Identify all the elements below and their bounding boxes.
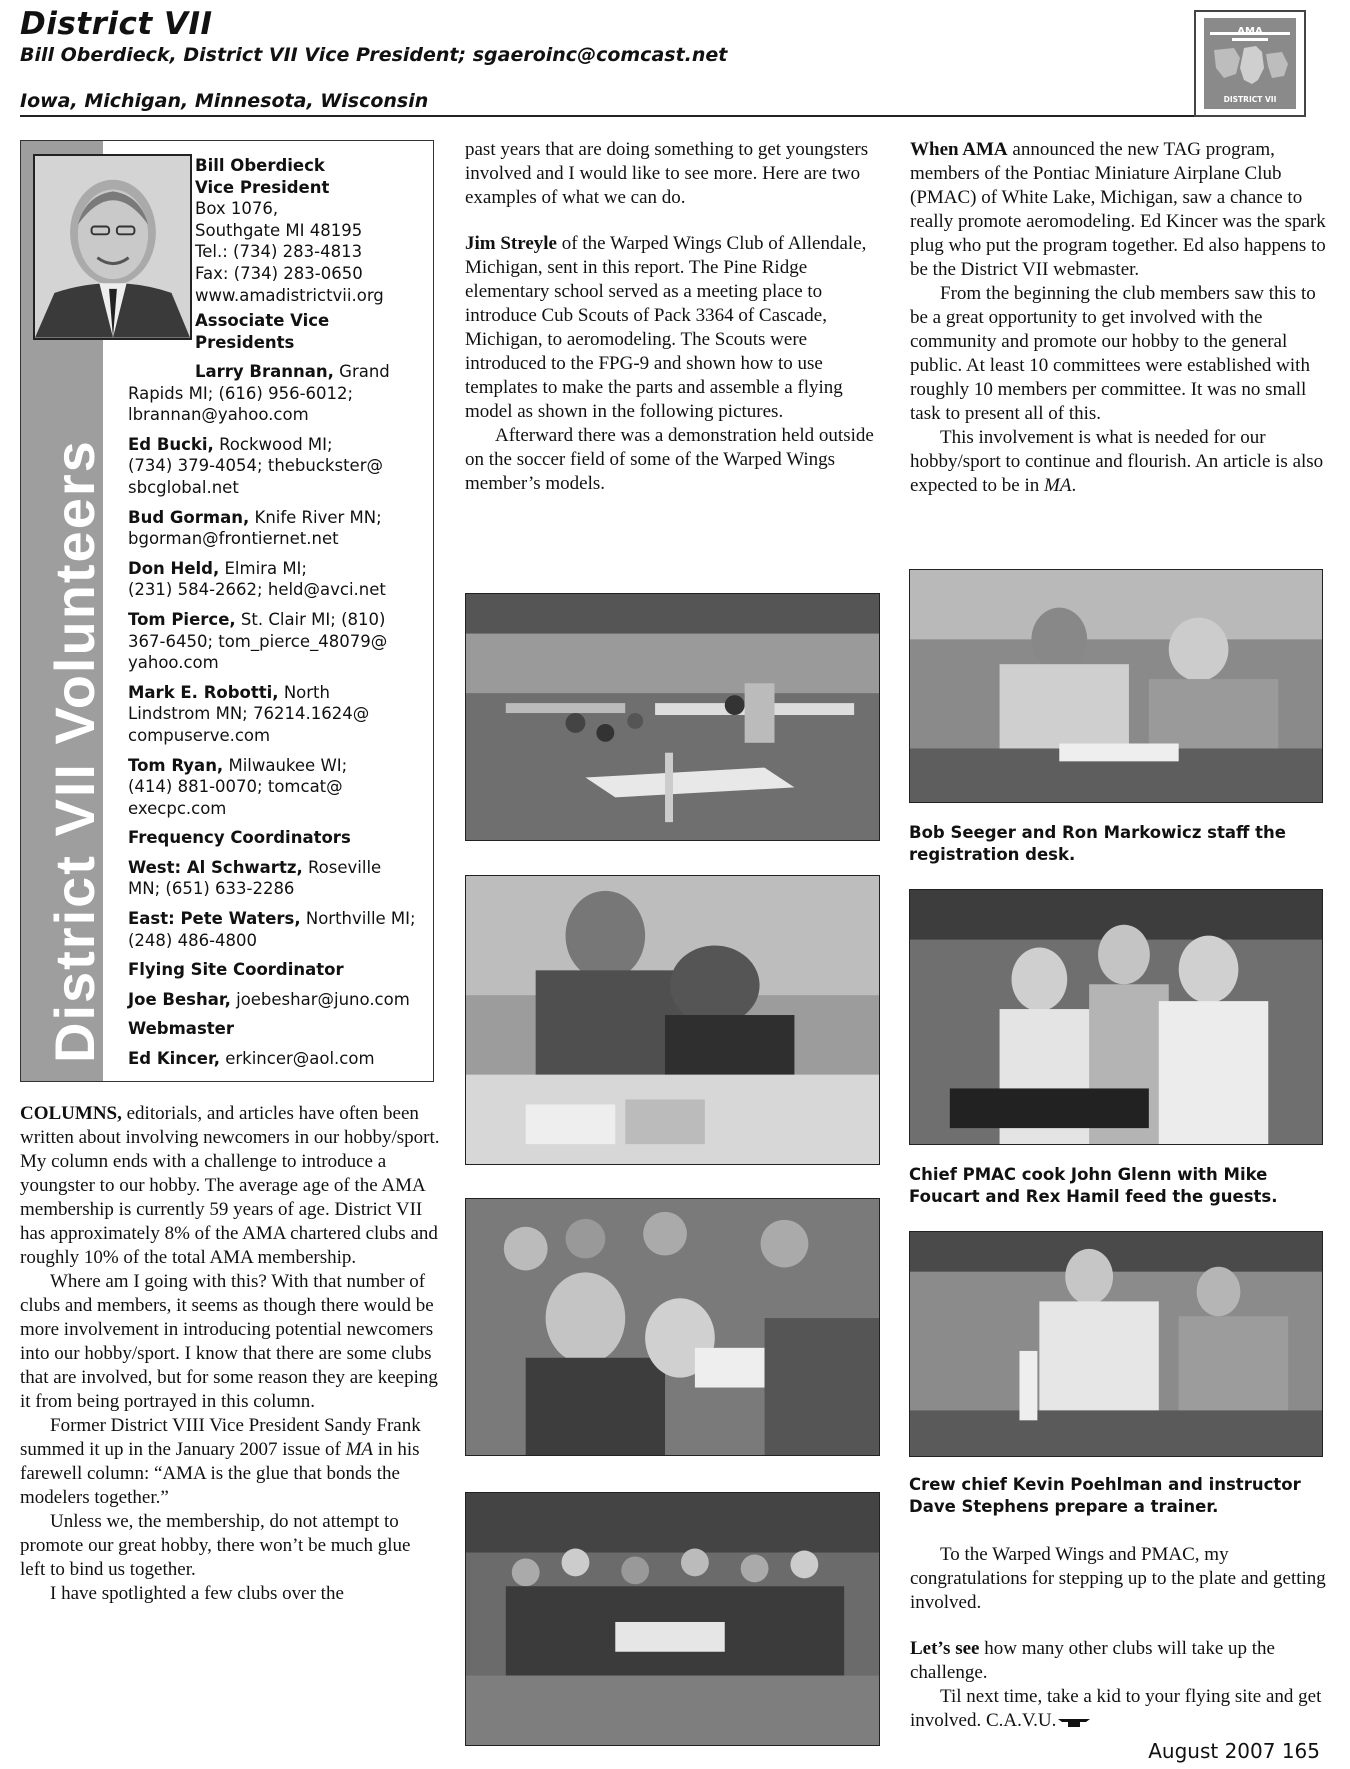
avp-email[interactable]: sbcglobal.net xyxy=(128,477,239,497)
header-rule xyxy=(20,115,1210,117)
avp-line: (414) 881-0070; tomcat@ xyxy=(128,777,343,797)
vp-address-1: Box 1076, xyxy=(195,199,279,219)
volunteer-list xyxy=(128,361,428,1070)
photo-scouts-group xyxy=(465,1198,880,1456)
site-name: Joe Beshar, xyxy=(128,989,231,1009)
col1-paragraph: Unless we, the membership, do not attempt to promote our great hobby, there won’t be much glue left to bind us together. xyxy=(20,1511,411,1580)
col2-lead: Jim Streyle xyxy=(465,233,557,254)
district-logo xyxy=(1194,10,1306,117)
avp-line: (734) 379-4054; thebuckster@ xyxy=(128,456,383,476)
col3-paragraph: announced the new TAG program, members of the Pontiac Miniature Airplane Club (PMAC) of White Lake, Michigan, saw a chance to really promote aeromodeling. Ed Kincer was the spark plug who put the program together. Ed also happens to be the District VII webmaster. xyxy=(910,139,1326,280)
avp-line: Knife River MN; xyxy=(249,507,382,527)
avp-entry xyxy=(128,434,428,499)
avp-name: Tom Pierce, xyxy=(128,609,236,629)
avp-line: Milwaukee WI; xyxy=(223,755,348,775)
avp-line: North xyxy=(278,682,330,702)
avp-line: Rockwood MI; xyxy=(213,434,333,454)
avp-entry xyxy=(128,682,428,747)
photo-gym-scouts xyxy=(465,593,880,841)
avp-email[interactable]: lbrannan@yahoo.com xyxy=(128,405,309,425)
avp-entry xyxy=(128,609,428,674)
site-coordinator xyxy=(128,989,428,1011)
site-heading: Flying Site Coordinator xyxy=(128,960,344,980)
col3-paragraph: This involvement is what is needed for our hobby/sport to continue and flourish. An article is also expected to be in xyxy=(910,427,1324,496)
volunteers-sidebar xyxy=(20,140,434,1082)
freq-east-name: East: Pete Waters, xyxy=(128,909,301,929)
column-2-text xyxy=(465,138,885,496)
site-email[interactable]: joebeshar@juno.com xyxy=(230,989,410,1009)
webmaster-heading: Webmaster xyxy=(128,1019,234,1039)
caption-cooks: Chief PMAC cook John Glenn with Mike Foucart and Rex Hamil feed the guests. xyxy=(909,1165,1278,1206)
avp-name: Larry Brannan, xyxy=(195,362,334,381)
avp-email[interactable]: execpc.com xyxy=(128,798,227,818)
freq-east xyxy=(128,908,428,951)
page-footer: August 2007 165 xyxy=(1148,1739,1320,1763)
col1-paragraph: editorials, and articles have often been written about involving newcomers in our hobby/sport. My column ends with a challenge to introduce a youngster to our hobby. The average age of the AMA membership is currently 59 years of age. District VII has approximately 8% of the AMA chartered clubs and roughly 10% of the total AMA membership. xyxy=(20,1103,440,1268)
col2-paragraph: Afterward there was a demonstration held outside on the soccer field of some of the Warped Wings member’s models. xyxy=(465,425,874,494)
avp-name: Tom Ryan, xyxy=(128,755,224,775)
webmaster-email[interactable]: erkincer@aol.com xyxy=(219,1049,375,1069)
column-3-text xyxy=(910,138,1330,498)
col1-lead: COLUMNS, xyxy=(20,1103,122,1124)
freq-west-line: Roseville xyxy=(302,857,382,877)
photo-soccer-field xyxy=(465,1492,880,1746)
avp-line: St. Clair MI; (810) xyxy=(235,609,386,629)
column-3-closing xyxy=(910,1543,1330,1733)
ma-title: MA xyxy=(345,1439,374,1460)
freq-west xyxy=(128,857,428,900)
col1-paragraph: in his farewell column: “AMA is the glue that bonds the modelers together.” xyxy=(20,1439,420,1508)
avp-email[interactable]: bgorman@frontiernet.net xyxy=(128,529,339,549)
avp-name: Bud Gorman, xyxy=(128,507,250,527)
col1-paragraph: I have spotlighted a few clubs over the xyxy=(50,1583,344,1604)
ama-wings-icon xyxy=(1056,1715,1092,1729)
page-subtitle: Bill Oberdieck, District VII Vice President; sgaeroinc@comcast.net xyxy=(20,44,728,66)
col3-paragraph: . xyxy=(1071,475,1077,496)
vp-portrait xyxy=(33,154,192,340)
vp-tel: Tel.: (734) 283-4813 xyxy=(195,242,363,262)
avp-name: Ed Bucki, xyxy=(128,434,214,454)
avp-entry xyxy=(128,755,428,820)
freq-west-line: MN; (651) 633-2286 xyxy=(128,879,295,899)
avp-heading: Associate Vice Presidents xyxy=(195,311,330,352)
avp-line: (231) 584-2662; held@avci.net xyxy=(128,580,386,600)
freq-east-line: Northville MI; xyxy=(300,909,416,929)
avp-line: Grand xyxy=(333,362,390,381)
avp-entry xyxy=(128,507,428,550)
col3-lead: Let’s see xyxy=(910,1638,980,1659)
col3-paragraph: Til next time, take a kid to your flying site and get involved. C.A.V.U. xyxy=(910,1686,1322,1731)
caption-registration: Bob Seeger and Ron Markowicz staff the registration desk. xyxy=(909,823,1286,864)
col3-paragraph: To the Warped Wings and PMAC, my congratulations for stepping up to the plate and getting involved. xyxy=(910,1544,1326,1613)
photo-registration-desk xyxy=(909,569,1323,803)
vp-address-2: Southgate MI 48195 xyxy=(195,220,363,240)
webmaster-name: Ed Kincer, xyxy=(128,1049,220,1069)
freq-west-name: West: Al Schwartz, xyxy=(128,857,303,877)
logo-ama-text: AMA xyxy=(1237,26,1263,37)
avp-line: Rapids MI; (616) 956-6012; xyxy=(128,383,354,403)
photo-scout-table xyxy=(465,875,880,1165)
col3-lead: When AMA xyxy=(910,139,1008,160)
district-states: Iowa, Michigan, Minnesota, Wisconsin xyxy=(20,90,429,112)
column-1-text xyxy=(20,1102,440,1606)
col2-paragraph: past years that are doing something to get youngsters involved and I would like to see more. Here are two examples of what we can do. xyxy=(465,139,869,208)
avp-email[interactable]: compuserve.com xyxy=(128,725,271,745)
avp-line: Elmira MI; xyxy=(219,558,307,578)
photo-trainer xyxy=(909,1231,1323,1457)
photo-cooks xyxy=(909,889,1323,1145)
sidebar-vertical-title: District VII Volunteers xyxy=(43,439,106,1063)
ama-wings-icon xyxy=(1204,18,1296,109)
logo-label: DISTRICT VII xyxy=(1223,95,1277,104)
avp-line: Lindstrom MN; 76214.1624@ xyxy=(128,704,370,724)
avp-line: 367-6450; tom_pierce_48079@ xyxy=(128,631,388,651)
col1-paragraph: Where am I going with this? With that number of clubs and members, it seems as though there would be more involvement in introducing potential newcomers into our hobby/sport. I know that there are some clubs that are involved, but for some reason they are keeping it from being portrayed in this column. xyxy=(20,1271,438,1412)
caption-trainer: Crew chief Kevin Poehlman and instructor Dave Stephens prepare a trainer. xyxy=(909,1475,1301,1516)
avp-entry xyxy=(128,558,428,601)
avp-name: Don Held, xyxy=(128,558,220,578)
avp-entry xyxy=(128,361,428,426)
freq-heading: Frequency Coordinators xyxy=(128,828,351,848)
col2-paragraph: of the Warped Wings Club of Allendale, Michigan, sent in this report. The Pine Ridge elementary school served as a meeting place to introduce Cub Scouts of Pack 3364 of Cascade, Michigan, to aeromodeling. The Scouts were introduced to the FPG-9 and shown how to use templates to make the parts and assemble a flying model as shown in the following pictures. xyxy=(465,233,867,422)
page-title: District VII xyxy=(20,6,213,42)
vp-title: Vice President xyxy=(195,177,330,197)
avp-name: Mark E. Robotti, xyxy=(128,682,279,702)
freq-east-line: (248) 486-4800 xyxy=(128,930,258,950)
vp-contact xyxy=(195,155,425,353)
avp-email[interactable]: yahoo.com xyxy=(128,653,219,673)
vp-name: Bill Oberdieck xyxy=(195,156,325,175)
webmaster xyxy=(128,1048,428,1070)
vp-website-link[interactable]: www.amadistrictvii.org xyxy=(195,285,384,305)
ma-title: MA xyxy=(1044,475,1072,496)
vp-fax: Fax: (734) 283-0650 xyxy=(195,263,363,283)
col3-paragraph: how many other clubs will take up the challenge. xyxy=(910,1638,1275,1683)
col3-paragraph: From the beginning the club members saw this to be a great opportunity to get involved with the community and promote our hobby to the general public. At least 10 committees were established with roughly 10 members per committee. It was no small task to present all of this. xyxy=(910,283,1316,424)
col1-paragraph: Former District VIII Vice President Sandy Frank summed it up in the January 2007 issue of xyxy=(20,1415,421,1460)
